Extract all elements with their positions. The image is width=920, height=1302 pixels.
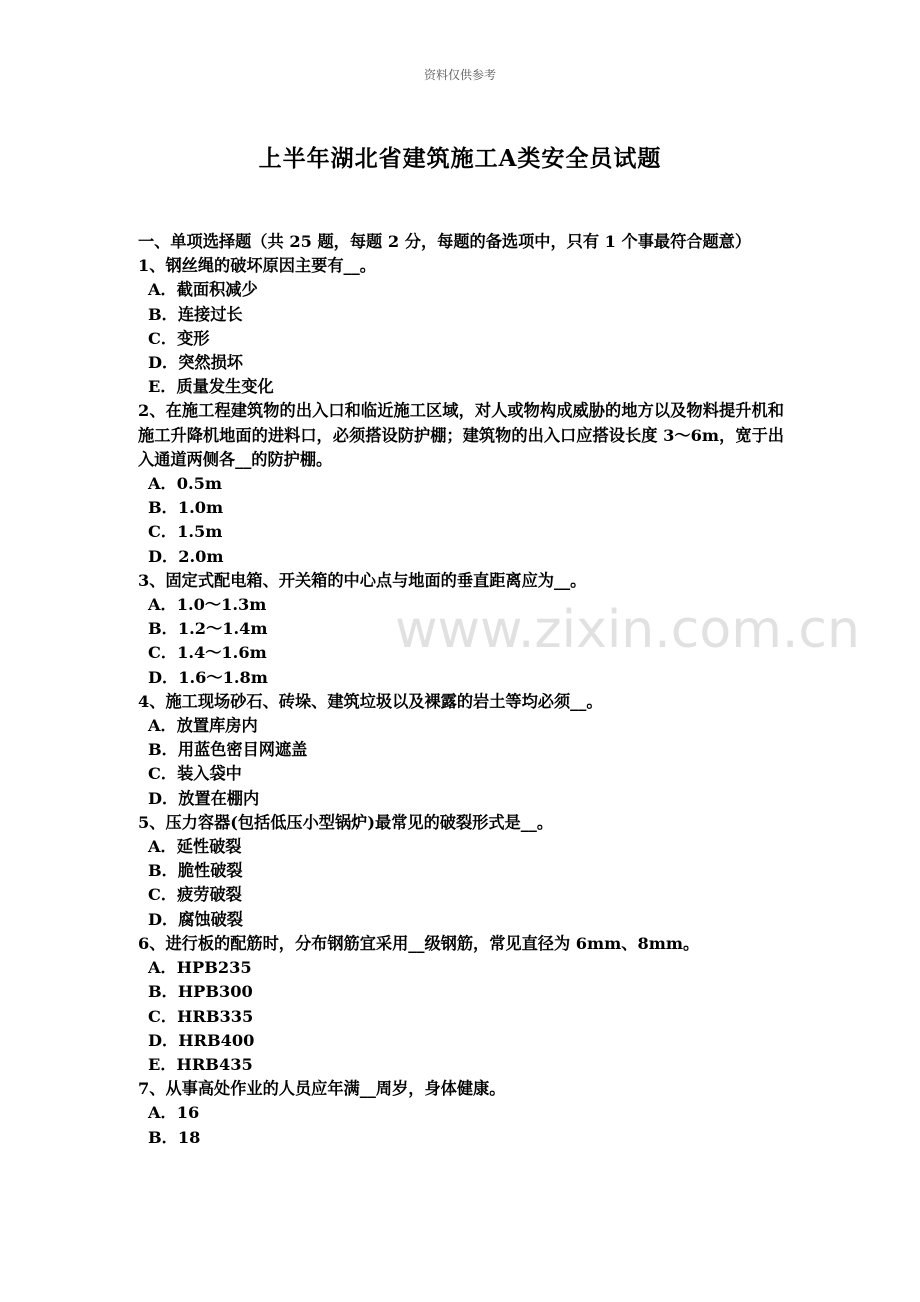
question-block [138,399,784,568]
answer-option: E．HRB435 [148,1054,253,1074]
answer-option: C．HRB335 [148,1006,254,1026]
answer-option: B．HPB300 [148,982,253,1002]
answer-option: A．16 [148,1103,200,1123]
answer-option: B．1.2～1.4m [148,619,268,639]
answer-option: D．腐蚀破裂 [148,909,243,929]
document-title: 上半年湖北省建筑施工A类安全员试题 [258,145,662,172]
answer-option: B．脆性破裂 [148,861,243,881]
answer-option: C．变形 [148,328,210,348]
answer-option: D．HRB400 [148,1030,255,1050]
question-block [138,1077,784,1150]
questions-container [138,254,784,1150]
question-text: 3、固定式配电箱、开关箱的中心点与地面的垂直距离应为__。 [138,570,587,590]
answer-option: A．截面积减少 [148,280,258,300]
answer-option: B．连接过长 [148,304,243,324]
section-heading: 一、单项选择题（共 25 题，每题 2 分，每题的备选项中，只有 1 个事最符合题意） [138,232,752,251]
answer-option: B．用蓝色密目网遮盖 [148,740,308,760]
answer-option: B．18 [148,1127,201,1147]
answer-option: A．放置库房内 [148,716,258,736]
answer-option: A．0.5m [148,474,223,494]
answer-option: D．放置在棚内 [148,788,260,808]
question-text: 1、钢丝绳的破坏原因主要有__。 [138,256,376,276]
question-text: 6、进行板的配筋时，分布钢筋宜采用__级钢筋，常见直径为 6mm、8mm。 [138,933,700,953]
answer-option: D．突然损坏 [148,353,243,373]
header-note: 资料仅供参考 [423,68,496,82]
answer-option: D．1.6～1.8m [148,667,268,687]
answer-option: A．1.0～1.3m [148,595,267,615]
question-text: 4、施工现场砂石、砖垛、建筑垃圾以及裸露的岩土等均必须__。 [138,691,603,711]
question-list [138,230,784,1150]
watermark: www.zixin.com.cn [395,600,860,660]
answer-option: A．延性破裂 [148,837,242,857]
answer-option: C．装入袋中 [148,764,242,784]
question-text: 2、在施工程建筑物的出入口和临近施工区域，对人或物构成威胁的地方以及物料提升机和施工升降机地面的进料口，必须搭设防护棚；建筑物的出入口应搭设长度 3～6m，宽于出入通道两侧各__的防护棚。 [138,401,784,469]
question-block [138,690,784,811]
question-block [138,932,784,1077]
question-text: 5、压力容器(包括低压小型锅炉)最常见的破裂形式是__。 [138,812,554,832]
answer-option: C．1.4～1.6m [148,643,267,663]
answer-option: B．1.0m [148,498,224,518]
question-text: 7、从事高处作业的人员应年满__周岁，身体健康。 [138,1079,506,1099]
answer-option: D．2.0m [148,546,224,566]
question-block [138,254,784,399]
answer-option: A．HPB235 [148,958,252,978]
question-block [138,569,784,690]
answer-option: E．质量发生变化 [148,377,274,397]
answer-option: C．疲劳破裂 [148,885,242,905]
question-block [138,811,784,932]
answer-option: C．1.5m [148,522,223,542]
